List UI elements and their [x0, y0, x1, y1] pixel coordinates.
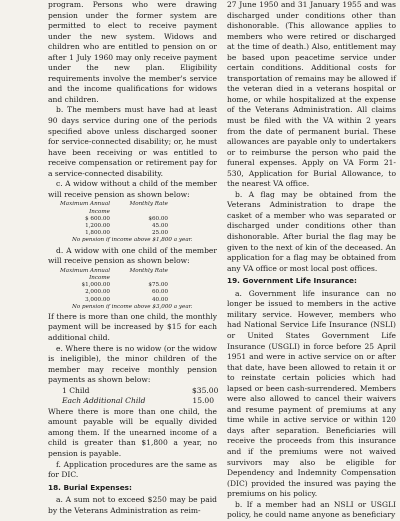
table-note: No pension if income above $3,000 a year. [72, 303, 193, 310]
paragraph: b. The members must have had at least 90 days service during one of the periods specified above unless discharged sooner for service-connected disability; or, he must have been receiving or was entitled to receive compensation or retirement pay for a service-connected disability. [48, 105, 217, 178]
right-column [227, 0, 396, 520]
paragraph: e. Where there is no widow (or the widow is ineligible), the minor children of the member may receive monthly pension payments as shown below: [48, 343, 217, 385]
table-header: Monthly Rate [129, 267, 168, 274]
table-row: 1,200.00 45.00 [85, 223, 168, 229]
paragraph: b. If a member had an NSLI or USGLI policy, he could name anyone as beneficiary [227, 499, 396, 520]
child-rate-row: Each Additional Child 15.00 [62, 396, 214, 406]
table-header: Monthly Rate [129, 201, 168, 208]
table-row: 3,000.00 40.00 [85, 296, 168, 303]
paragraph: f. Application procedures are the same as for DIC. [48, 459, 217, 480]
table-note: No pension if income above $1,800 a year. [72, 237, 193, 244]
paragraph: b. A flag may be obtained from the Veterans Administration to drape the casket of a member who was separated or discharged under conditions other than dishonorable. After burial the flag may be given to the next of kin of the deceased. An application for a flag may be obtained from any VA office or most local post offices. [227, 189, 396, 273]
paragraph: c. A widow without a child of the member will receive pension as shown below: [48, 179, 217, 199]
paragraph: If there is more than one child, the monthly payment will be increased by $15 for each additional child. [48, 311, 217, 343]
table-row: 2,000.00 60.00 [85, 289, 168, 296]
table-row: $1,000.00 $75.00 [81, 282, 168, 289]
section-heading: 18. Burial Expenses: [48, 482, 132, 492]
paragraph: 27 June 1950 and 31 January 1955 and was discharged under conditions other than dishonorable. (This allowance applies to members who were retired or discharged at the time of death.) Also, entitlement may be based upon peacetime service under certain conditions. Additional costs for transportation of remains may be allowed if the veteran died in a veterans hospital or home, or while hospitalized at the expense of the Veterans Administration. All claims must be filed with the VA within 2 years from the date of permanent burial. These allowances are payable only to undertakers or to reimburse the person who paid the funeral expenses. Apply on VA Form 21-530, Application for Burial Allowance, to the nearest VA office. [227, 0, 396, 189]
child-rate-row: 1 Child $35.00 [62, 385, 219, 395]
left-column [48, 0, 219, 515]
paragraph: a. Government life insurance can no longer be issued to members in the active military service. However, members who had National Service Life Insurance (NSLI) or United States Government Life Insurance (USGLI) in force before 25 April 1951 and were in active service on or after that date, have been allowed to retain it or to reinstate certain policies which had lapsed or been cash-surrendered. Members were also allowed to cancel their waivers and resume payment of premiums at any time while in active service or within 120 days after separation. Beneficiaries will receive the proceeds from this insurance and if the premiums were not waived survivors may also be eligible for Dependency and Indemnity Compensation (DIC) provided the insured was paying the premiums on his policy. [227, 288, 396, 499]
table-row: $ 600.00 $60.00 [85, 215, 168, 222]
table-header: Maximum Annual Income [60, 201, 110, 215]
table-row: 1,800.00 25.00 [85, 230, 168, 237]
paragraph: program. Persons who were drawing pension under the former system are permitted to elect to receive payment under the new system. Widows and children who are entitled to pension on or after 1 July 1960 may only receive payment under the new plan. Eligibility requirements involve the member's service and the income qualifications for widows and children. [48, 0, 217, 104]
section-heading: 19. Government Life Insurance: [227, 276, 357, 286]
paragraph: d. A widow with one child of the member will receive pension as shown below: [48, 245, 217, 266]
table-header: Maximum Annual Income [60, 267, 110, 281]
widow-pension-table [58, 201, 217, 244]
widow-child-pension-table [58, 268, 217, 311]
paragraph: a. A sum not to exceed $250 may be paid by the Veterans Administration as reim- [48, 495, 217, 515]
paragraph: Where there is more than one child, the amount payable will be equally divided among them. If the unearned income of a child is greater than $1,800 a year, no pension is payable. [48, 406, 217, 459]
